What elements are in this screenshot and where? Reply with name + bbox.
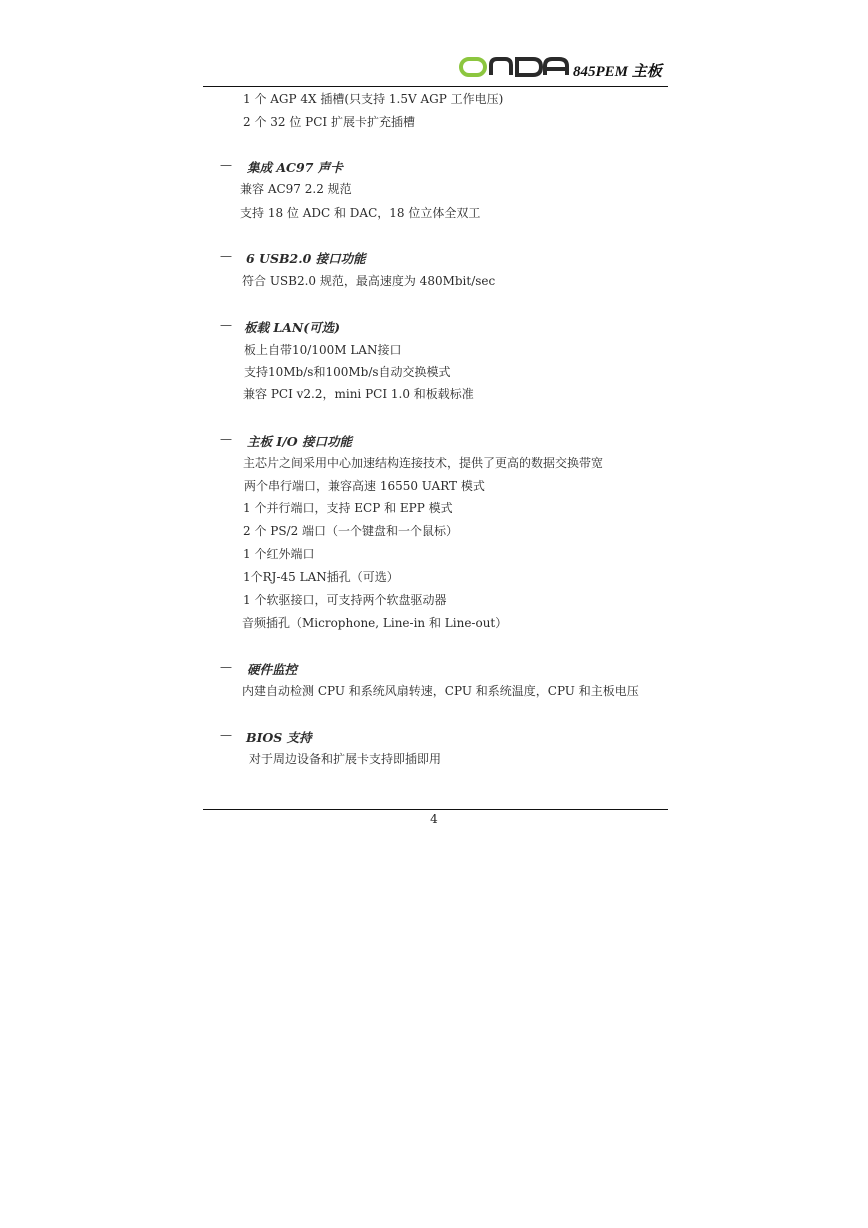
header-rule — [203, 86, 668, 87]
page-header — [203, 52, 668, 88]
section-dash: — — [220, 432, 232, 446]
spec-line: 1 个 AGP 4X 插槽(只支持 1.5V AGP 工作电压) — [243, 92, 504, 106]
section-heading: 6 USB2.0 接口功能 — [246, 251, 366, 266]
model-title: 845PEM 主板 — [573, 64, 662, 80]
section-dash: — — [220, 728, 232, 742]
spec-line: 板上自带10/100M LAN接口 — [244, 343, 402, 357]
spec-line: 主芯片之间采用中心加速结构连接技术，提供了更高的数据交换带宽 — [243, 456, 604, 470]
footer-rule — [203, 809, 668, 810]
section-heading: 硬件监控 — [247, 662, 298, 677]
spec-line: 两个串行端口，兼容高速 16550 UART 模式 — [244, 479, 485, 493]
spec-line: 兼容 AC97 2.2 规范 — [240, 182, 352, 196]
section-dash: — — [220, 158, 232, 172]
spec-line: 内建自动检测 CPU 和系统风扇转速，CPU 和系统温度，CPU 和主板电压 — [242, 684, 639, 698]
section-dash: — — [220, 660, 232, 674]
spec-line: 1 个红外端口 — [243, 547, 315, 561]
spec-line: 兼容 PCI v2.2，mini PCI 1.0 和板载标准 — [243, 387, 474, 401]
spec-line: 音频插孔（Microphone, Line-in 和 Line-out） — [242, 616, 508, 630]
onda-logo — [459, 56, 571, 78]
section-heading: 主板 I/O 接口功能 — [247, 434, 353, 449]
spec-line: 对于周边设备和扩展卡支持即插即用 — [249, 752, 442, 766]
page-number: 4 — [430, 812, 438, 826]
section-dash: — — [220, 318, 232, 332]
spec-line: 2 个 PS/2 端口（一个键盘和一个鼠标） — [243, 524, 459, 538]
section-heading: 板载 LAN(可选) — [244, 320, 341, 335]
spec-line: 2 个 32 位 PCI 扩展卡扩充插槽 — [243, 115, 415, 129]
spec-line: 符合 USB2.0 规范，最高速度为 480Mbit/sec — [242, 274, 496, 288]
section-heading: 集成 AC97 声卡 — [247, 160, 343, 175]
spec-line: 支持 18 位 ADC 和 DAC，18 位立体全双工 — [240, 206, 481, 220]
spec-line: 1 个软驱接口，可支持两个软盘驱动器 — [243, 593, 447, 607]
spec-line: 1个RJ-45 LAN插孔（可选） — [243, 570, 399, 584]
spec-line: 支持10Mb/s和100Mb/s自动交换模式 — [244, 365, 451, 379]
spec-line: 1 个并行端口，支持 ECP 和 EPP 模式 — [243, 501, 453, 515]
section-dash: — — [220, 249, 232, 263]
section-heading: BIOS 支持 — [246, 730, 312, 745]
